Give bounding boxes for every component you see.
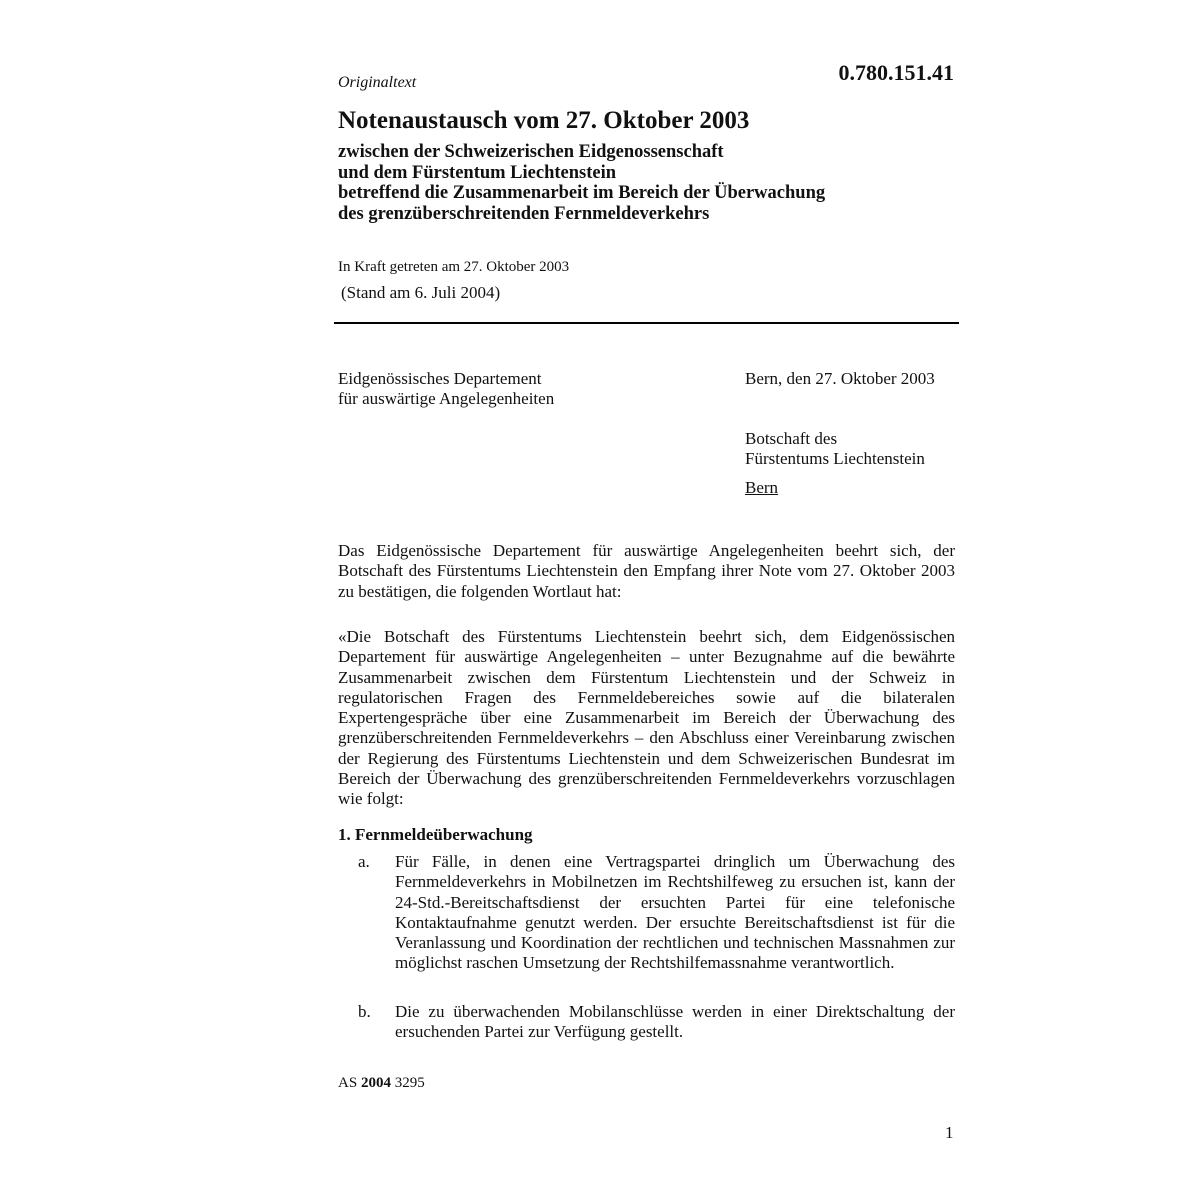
letter-sender: [338, 369, 554, 410]
list-item-text: Für Fälle, in denen eine Vertragspartei dringlich um Überwachung des Fernmeldeverkehrs in Mobilnetzen im Rechtshilfeweg zu ersuchen ist, kann der 24-Std.-Bereitschaftsdienst der ersuchten Partei für eine telefonische Kontaktaufnahme genutzt werden. Der ersuchte Bereitschaftsdienst ist für die Veranlassung und Koordination der rechtlichen und technischen Massnahmen zur möglichst raschen Umsetzung der Rechtshilfemassnahme verantwortlich.: [395, 852, 955, 973]
recipient-city: Bern: [745, 478, 779, 497]
list-item-text: Die zu überwachenden Mobilanschlüsse werden in einer Direktschaltung der ersuchenden Partei zur Verfügung gestellt.: [395, 1002, 955, 1042]
body-paragraph: «Die Botschaft des Fürstentums Liechtenstein beehrt sich, dem Eidgenössischen Departement für auswärtige Angelegenheiten – unter Bezugnahme auf die bewährte Zusammenarbeit zwischen dem Fürstentum Liechtenstein und der Schweiz in regulatorischen Fragen des Fernmeldebereiches sowie auf die bilateralen Expertengespräche über eine Zusammenarbeit im Bereich der Überwachung des grenzüberschreitenden Fernmeldeverkehrs – den Abschluss einer Vereinbarung zwischen der Regierung des Fürstentums Liechtenstein und dem Schweizerischen Bundesrat im Bereich der Überwachung des grenzüberschreitenden Fernmeldeverkehrs vorzuschlagen wie folgt:: [338, 627, 955, 809]
list-item-letter: a.: [358, 852, 370, 871]
subtitle-line: betreffend die Zusammenarbeit im Bereich der Überwachung: [338, 183, 826, 203]
official-collection-reference: [338, 1075, 425, 1092]
body-paragraph: Das Eidgenössische Departement für auswärtige Angelegenheiten beehrt sich, der Botschaft des Fürstentums Liechtenstein den Empfang ihrer Note vom 27. Oktober 2003 zu bestätigen, die folgenden Wortlaut hat:: [338, 541, 955, 601]
recipient-line: Fürstentums Liechtenstein: [745, 449, 925, 469]
header-divider: [334, 322, 959, 324]
sender-line: Eidgenössisches Departement: [338, 369, 542, 388]
in-force-date: In Kraft getreten am 27. Oktober 2003: [338, 259, 570, 275]
letter-place-date: Bern, den 27. Oktober 2003: [745, 369, 935, 388]
document-title: Notenaustausch vom 27. Oktober 2003: [338, 107, 750, 134]
letter-recipient: [745, 429, 925, 470]
as-page: 3295: [394, 1075, 425, 1091]
original-text-label: Originaltext: [338, 74, 417, 91]
page-number: 1: [945, 1123, 954, 1142]
subtitle-line: und dem Fürstentum Liechtenstein: [338, 162, 617, 183]
document-subtitle: [338, 142, 958, 224]
status-date: (Stand am 6. Juli 2004): [341, 283, 501, 302]
subtitle-line: des grenzüberschreitenden Fernmeldeverkehrs: [338, 203, 710, 224]
as-prefix: AS: [338, 1075, 358, 1091]
section-heading: 1. Fernmeldeüberwachung: [338, 825, 533, 844]
as-year: 2004: [360, 1075, 391, 1091]
sender-line: für auswärtige Angelegenheiten: [338, 389, 555, 409]
list-item-letter: b.: [358, 1002, 371, 1021]
sr-number: 0.780.151.41: [838, 60, 954, 85]
subtitle-line: zwischen der Schweizerischen Eidgenossenschaft: [338, 142, 724, 162]
recipient-line: Botschaft des: [745, 429, 838, 448]
